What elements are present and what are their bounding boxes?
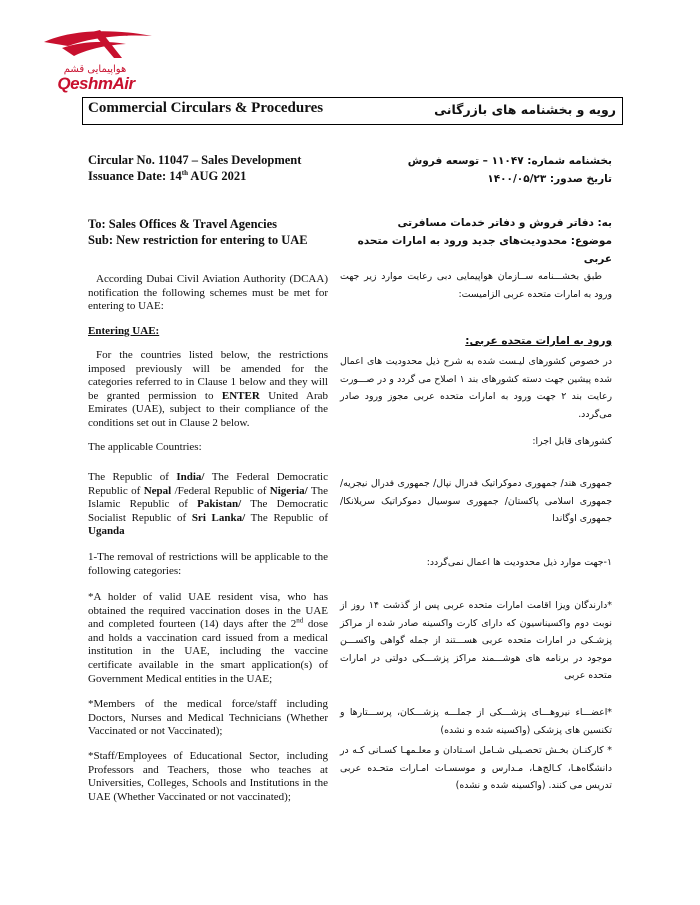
issuance-date-en: Issuance Date: 14th AUG 2021: [88, 168, 247, 183]
clause1-fa: ۱-جهت موارد ذیل محدودیت ها اعمال نمی‌گردد:: [426, 557, 612, 568]
entering-paragraph-fa: در خصوص کشورهای لیـست شده به شرح ذیل محدودیت های اعمال شده پیشین جهت دسته کشورهای بند ۱ اصلاح می گردد و در صـــورت رعایت بند ۲ جهت ورود به امارات متحده عربی مجوز ورود صادر می‌گردد.: [340, 356, 612, 420]
countries-list-en: The Republic of India/ The Federal Democratic Republic of Nepal /Federal Republic of Nigeria/ The Islamic Republic of Pakistan/ The Democratic Socialist Republic of Sri Lanka/ The Republic of Uganda: [88, 471, 329, 538]
recipients-en: [88, 216, 328, 248]
page-title-en: Commercial Circulars & Procedures: [88, 100, 324, 116]
circular-info-en: [88, 152, 328, 184]
countries-list-fa: جمهوری هند/ جمهوری دموکراتیک فدرال نپال/ جمهوری فدرال نیجریه/ جمهوری اسلامی پاکستان/ جمهوری سوسیال دموکراتیک سریلانکا/ جمهوری اوگاندا: [340, 478, 612, 525]
circular-number-fa: بخشنامه شماره: ۱۱۰۴۷ – توسعه فروش: [407, 155, 612, 167]
subject-line-fa: موضوع: محدودیت‌های جدید ورود به امارات متحده عربی: [357, 235, 612, 265]
entering-heading-en: Entering UAE:: [88, 325, 160, 337]
logo-text-fa: هواپیمایی قشم: [63, 64, 127, 75]
entering-heading-fa: ورود به امارات متحده عربی:: [465, 335, 612, 347]
category2-en: *Members of the medical force/staff including Doctors, Nurses and Medical Technicians (Whether Vaccinated or not Vaccinated);: [88, 698, 328, 738]
category3-fa: * کارکنـان بخـش تحصـیلی شـامل اسـتادان و معلـمهـا کسـانی کـه در دانشگاه‌هـا، کـالج‌هـا، مـدارس و موسسـات امـارات متحـده عربی تدریس می کنند. (واکسینه شده و نشده): [340, 745, 612, 792]
subject-line-en: Sub: New restriction for entering to UAE: [88, 233, 308, 247]
category1-en: *A holder of valid UAE resident visa, who has obtained the required vaccination doses in the UAE and completed fourteen (14) days after the 2nd dose and holds a vaccination card issued from a medical institution in the UAE, including the vaccine certificate available in the smart application(s) of Government Medical entities in the UAE;: [88, 591, 328, 685]
to-line-en: To: Sales Offices & Travel Agencies: [88, 217, 277, 231]
recipients-fa: [340, 214, 612, 268]
intro-paragraph-fa: طبق بخشـــنامه ســازمان هواپیمایی دبی رعایت موارد زیر جهت ورود به امارات متحده عربی الزامیست:: [340, 271, 612, 300]
clause1-en: 1-The removal of restrictions will be applicable to the following categories:: [88, 551, 328, 577]
countries-label-en: The applicable Countries:: [88, 441, 202, 453]
category2-fa: *اعضـــاء نیروهـــای پزشـــکی از جملـــه پزشـــکان، پرســـتارها و تکنسین های پزشکی (واکسینه شده و نشده): [340, 707, 612, 736]
logo-text-en: QeshmAir: [57, 74, 135, 93]
category1-fa: *دارندگان ویزا اقامت امارات متحده عربی پس از گذشت ۱۴ روز از نوبت دوم واکسیناسیون که دارای کارت واکسینه صادر شده از مراکز پزشـکی در امارات متحده عربی هســـتند از جمله گواهی واکســـن موجود در برنامه های هوشـــمند مراکز پزشـــکی دولتی در امارات متحده عربی: [340, 600, 612, 682]
category3-en: *Staff/Employees of Educational Sector, including Professors and Teachers, those who teaches at Universities, Colleges, Schools and Institutions in the UAE (Whether Vaccinated or not vaccinated);: [88, 750, 328, 803]
issuance-date-fa: تاریخ صدور: ۱۴۰۰/۰۵/۲۳: [487, 173, 612, 185]
countries-label-fa: کشورهای قابل اجرا:: [532, 436, 612, 447]
circular-info-fa: [340, 152, 612, 188]
entering-paragraph-en: For the countries listed below, the restrictions imposed previously will be amended for the categories referred to in Clause 1 below and they will be granted permission to ENTER United Arab Emirates (UAE), subject to their compliance of the conditions set out in Clause 2 below.: [88, 349, 328, 429]
to-line-fa: به: دفاتر فروش و دفاتر خدمات مسافرتی: [397, 217, 612, 229]
intro-paragraph-en: According Dubai Civil Aviation Authority (DCAA) notification the following schemes must be met for entering to UAE:: [88, 273, 328, 313]
circular-number-en: Circular No. 11047 – Sales Development: [88, 153, 302, 167]
page-title-fa: رویه و بخشنامه های بازرگانی: [434, 102, 616, 117]
